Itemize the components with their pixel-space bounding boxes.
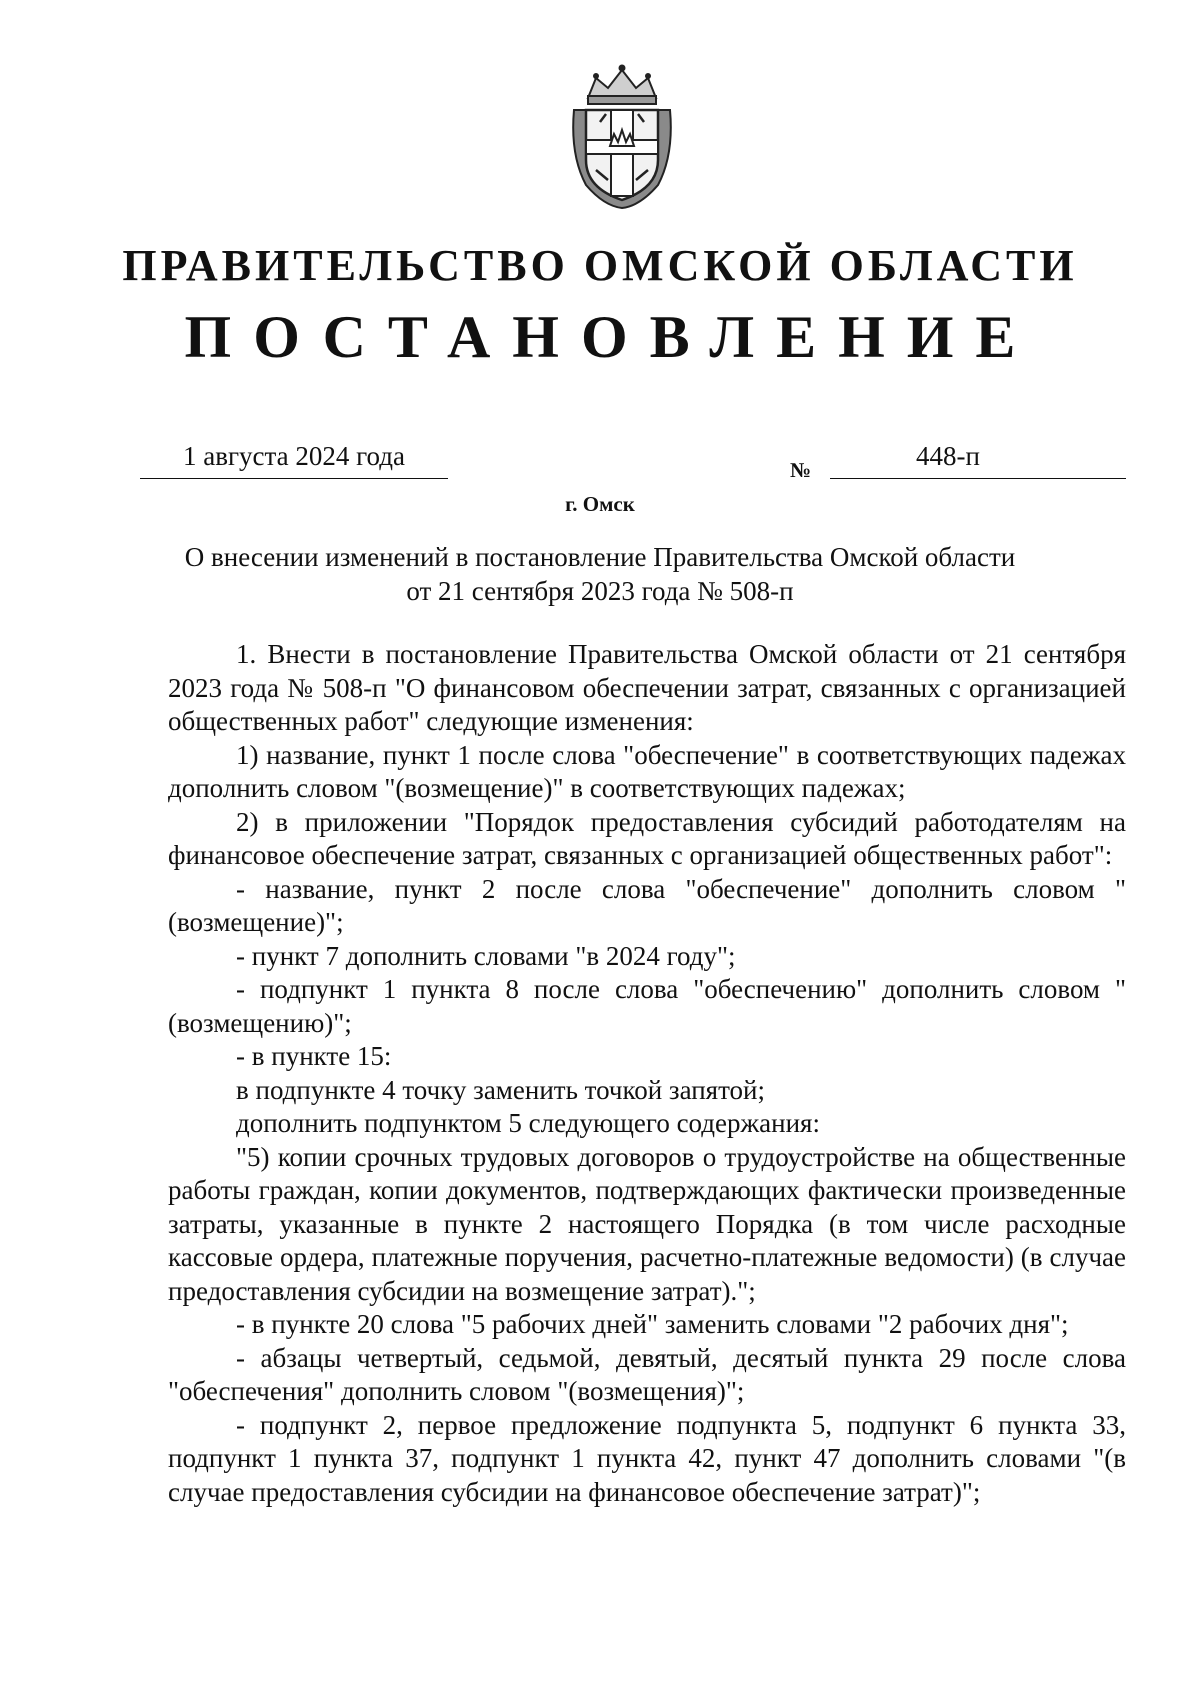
body-paragraph: - название, пункт 2 после слова "обеспечение" дополнить словом "(возмещение)"; <box>168 873 1126 937</box>
number-sign: № <box>790 458 812 482</box>
body-paragraph: - пункт 7 дополнить словами "в 2024 году"; <box>236 940 736 971</box>
body-paragraph: 1. Внести в постановление Правительства Омской области от 21 сентября 2023 года № 508-п "О финансовом обеспечении затрат, связанных с организацией общественных работ" следующие изменения: <box>168 639 1126 736</box>
body-paragraph: "5) копии срочных трудовых договоров о трудоустройстве на общественные работы граждан, копии документов, подтверждающих фактически произведенные затраты, указанные в пункте 2 настоящего Порядка (в том числе расходные кассовые ордера, платежные поручения, расчетно-платежные ведомости) (в случае предоставления субсидии на возмещение затрат)."; <box>168 1141 1126 1306</box>
document-city: г. Омск <box>565 492 635 516</box>
document-date: 1 августа 2024 года <box>140 438 448 479</box>
subject-line: О внесении изменений в постановление Правительства Омской области <box>184 542 1016 572</box>
coat-of-arms-icon <box>566 60 678 210</box>
document-number: 448-п <box>830 438 1126 479</box>
body-paragraph: - подпункт 1 пункта 8 после слова "обеспечению" дополнить словом "(возмещению)"; <box>168 974 1126 1038</box>
body-paragraph: в подпункте 4 точку заменить точкой запятой; <box>236 1074 765 1105</box>
organization-title: ПРАВИТЕЛЬСТВО ОМСКОЙ ОБЛАСТИ <box>122 241 1078 290</box>
body-paragraph: - подпункт 2, первое предложение подпункта 5, подпункт 6 пункта 33, подпункт 1 пункта 37, подпункт 1 пункта 42, пункт 47 дополнить словами "(в случае предоставления субсидии на финансовое обеспечение затрат)"; <box>168 1409 1126 1507</box>
document-body <box>168 638 1126 1509</box>
subject-line: от 21 сентября 2023 года № 508-п <box>406 576 794 606</box>
body-paragraph: 2) в приложении "Порядок предоставления субсидий работодателям на финансовое обеспечение затрат, связанных с организацией общественных работ": <box>168 806 1126 870</box>
body-paragraph: дополнить подпунктом 5 следующего содержания: <box>236 1108 820 1138</box>
document-type-title: ПОСТАНОВЛЕНИЕ <box>184 304 1038 370</box>
document-subject <box>180 540 1020 608</box>
body-paragraph: 1) название, пункт 1 после слова "обеспечение" в соответствующих падежах дополнить словом "(возмещение)" в соответствующих падежах; <box>168 739 1126 803</box>
body-paragraph: - в пункте 20 слова "5 рабочих дней" заменить словами "2 рабочих дня"; <box>236 1309 1069 1339</box>
body-paragraph: - абзацы четвертый, седьмой, девятый, десятый пункта 29 после слова "обеспечения" дополнить словом "(возмещения)"; <box>168 1342 1126 1406</box>
document-number-block <box>790 438 1126 482</box>
body-paragraph: - в пункте 15: <box>236 1041 392 1071</box>
